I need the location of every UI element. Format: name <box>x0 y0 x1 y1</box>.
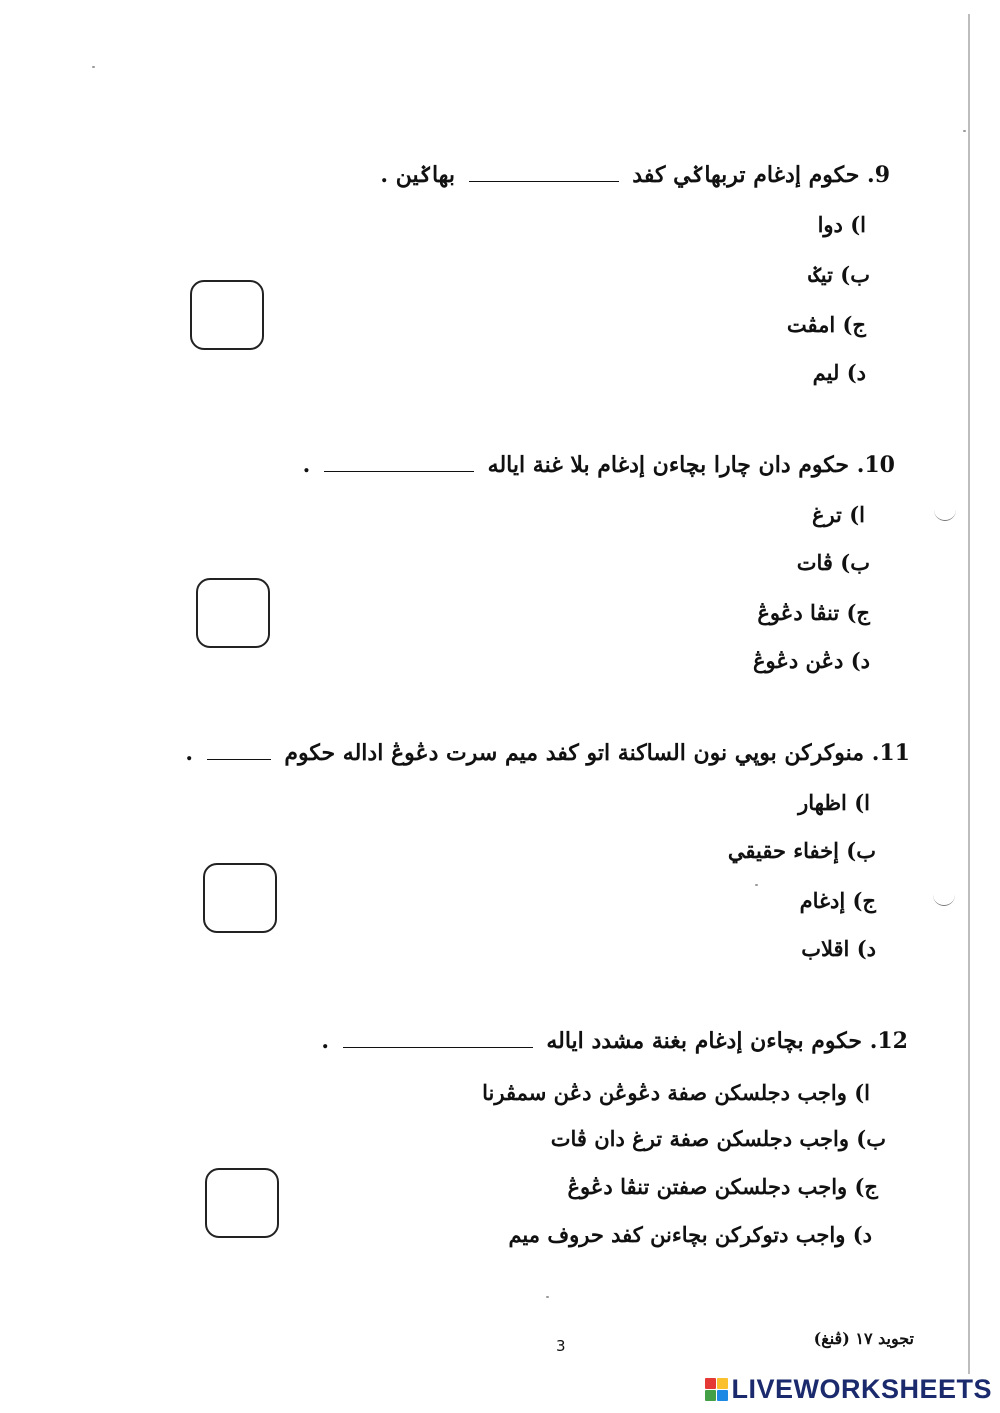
option-label: ج) <box>854 1174 878 1199</box>
option-text: تيݢ <box>808 262 833 287</box>
option-text: دڠن دڠوڠ <box>752 648 844 673</box>
option-label: ب) <box>840 550 870 575</box>
option-text: اظهار <box>798 790 847 815</box>
answer-blank-line <box>324 457 474 472</box>
liveworksheets-logo-icon <box>705 1378 728 1401</box>
question-12 <box>180 1026 910 1276</box>
option-label: ا) <box>849 502 865 527</box>
option-d <box>801 934 876 964</box>
page-number: 3 <box>556 1337 566 1355</box>
option-text: ترغ <box>811 502 842 527</box>
option-label: ج) <box>842 312 866 337</box>
question-11 <box>180 738 920 978</box>
brand-name: LIVEWORKSHEETS <box>731 1374 992 1404</box>
option-b <box>808 260 870 290</box>
scan-speck <box>546 1296 549 1298</box>
option-label: ا) <box>854 1080 870 1105</box>
question-stem <box>321 1026 908 1056</box>
margin-pencil-mark <box>934 508 956 521</box>
option-a <box>812 500 865 530</box>
question-stem <box>303 450 895 480</box>
option-label: د) <box>846 360 866 385</box>
logo-tile <box>705 1390 716 1401</box>
answer-blank-line <box>343 1033 533 1048</box>
option-text: امڤت <box>786 312 836 337</box>
question-stem <box>185 738 910 768</box>
option-text: ڤات <box>796 550 833 575</box>
option-text: واجب دتوکرکن بچاءنن كفد حروف ميم <box>508 1222 846 1247</box>
option-label: د) <box>856 936 876 961</box>
question-tail: . <box>302 452 311 478</box>
option-d <box>508 1220 872 1250</box>
option-c <box>568 1172 878 1202</box>
page-edge-line <box>968 14 970 1374</box>
option-d <box>753 646 870 676</box>
option-text: دوا <box>817 212 843 237</box>
scan-speck <box>963 130 966 132</box>
option-text: تنڤا دڠوڠ <box>757 600 840 625</box>
question-text: حکوم دان چارا بچاءن إدغام بلا غنة اياله <box>487 452 850 478</box>
brand-watermark <box>705 1374 992 1405</box>
option-a <box>798 788 870 818</box>
answer-box-12[interactable] <box>205 1168 279 1238</box>
question-number: 12. <box>869 1028 908 1054</box>
question-tail: . <box>321 1028 330 1054</box>
option-b <box>728 836 876 866</box>
answer-box-10[interactable] <box>196 578 270 648</box>
option-c <box>787 310 866 340</box>
option-label: ج) <box>852 888 876 913</box>
answer-blank-line <box>469 167 619 182</box>
option-a <box>818 210 866 240</box>
logo-tile <box>705 1378 716 1389</box>
option-label: ب) <box>840 262 870 287</box>
answer-box-9[interactable] <box>190 280 264 350</box>
question-stem <box>380 160 890 190</box>
option-b <box>797 548 870 578</box>
question-10 <box>180 450 910 690</box>
option-a <box>482 1078 870 1108</box>
answer-blank-line <box>207 745 271 760</box>
scan-speck <box>92 66 95 68</box>
question-number: 9. <box>867 162 890 188</box>
margin-pencil-mark <box>933 893 955 906</box>
footer-title: تجويد ١٧ (ڤنغ) <box>813 1329 914 1348</box>
option-text: إخفاء حقيقي <box>727 838 839 863</box>
option-c <box>757 598 870 628</box>
question-text: حکوم بچاءن إدغام بغنة مشدد اياله <box>546 1028 863 1054</box>
option-c <box>800 886 876 916</box>
option-label: ب) <box>846 838 876 863</box>
question-text: حکوم إدغام تربهاݢي كفد <box>632 162 860 188</box>
question-9 <box>180 160 910 400</box>
logo-tile <box>717 1378 728 1389</box>
option-label: ب) <box>856 1126 886 1151</box>
option-text: ليم <box>812 360 840 385</box>
option-label: ج) <box>846 600 870 625</box>
question-tail: . <box>185 740 194 766</box>
option-label: ا) <box>854 790 870 815</box>
option-text: واجب دجلسکن صفة ترغ دان ڤات <box>550 1126 849 1151</box>
option-d <box>813 358 866 388</box>
logo-tile <box>717 1390 728 1401</box>
option-b <box>551 1124 886 1154</box>
question-tail: بهاݢين . <box>380 162 455 188</box>
question-text: منوکرکن بوڽي نون الساکنة اتو كفد ميم سرت دڠوڠ اداله حکوم <box>284 740 865 766</box>
option-label: ا) <box>850 212 866 237</box>
answer-box-11[interactable] <box>203 863 277 933</box>
option-text: واجب دجلسکن صفتن تنڤا دڠوڠ <box>567 1174 848 1199</box>
option-text: إدغام <box>799 888 846 913</box>
option-label: د) <box>852 1222 872 1247</box>
question-number: 10. <box>856 452 895 478</box>
option-label: د) <box>850 648 870 673</box>
option-text: واجب دجلسکن صفة دڠوڠن دڠن سمڤرنا <box>482 1080 847 1105</box>
question-number: 11. <box>871 740 910 766</box>
option-text: اقلاب <box>801 936 850 961</box>
